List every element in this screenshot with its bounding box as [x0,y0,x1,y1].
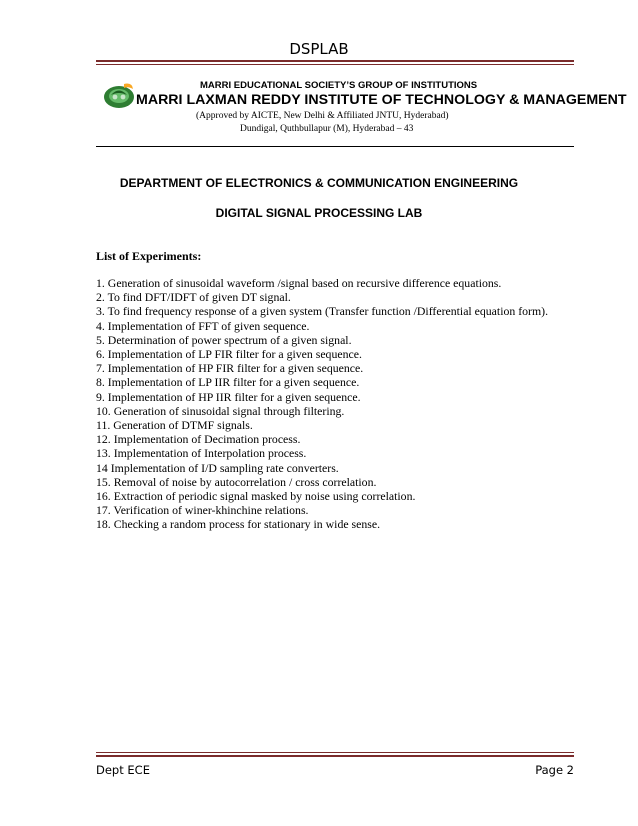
list-item: 11. Generation of DTMF signals. [96,418,253,433]
department-title: DEPARTMENT OF ELECTRONICS & COMMUNICATION ENGINEERING [119,176,519,190]
list-item: 2. To find DFT/IDFT of given DT signal. [96,290,291,305]
list-item: 16. Extraction of periodic signal masked by noise using correlation. [96,489,416,504]
institute-name: MARRI LAXMAN REDDY INSTITUTE OF TECHNOLOGY & MANAGEMENT [136,92,627,108]
lab-title: DIGITAL SIGNAL PROCESSING LAB [215,206,423,220]
list-item: 4. Implementation of FFT of given sequence. [96,318,310,333]
list-item: 17. Verification of winer-khinchine relations. [96,503,309,518]
header-rule-thin [96,64,574,65]
list-item: 10. Generation of sinusoidal signal through filtering. [96,403,345,418]
society-name: MARRI EDUCATIONAL SOCIETY’S GROUP OF INSTITUTIONS [200,80,478,91]
list-item: 5. Determination of power spectrum of a given signal. [96,332,352,347]
list-item: 9. Implementation of HP IIR filter for a given sequence. [96,389,361,404]
footer-rule-thick [96,755,574,757]
list-item: 13. Implementation of Interpolation process. [96,446,307,461]
footer-rule-thin [96,752,574,753]
list-item: 1. Generation of sinusoidal waveform /signal based on recursive difference equations. [96,276,502,290]
list-item: 14 Implementation of I/D sampling rate converters. [96,460,339,475]
list-item: 15. Removal of noise by autocorrelation / cross correlation. [96,474,377,489]
address-line: Dundigal, Quthbullapur (M), Hyderabad – 43 [240,124,414,134]
list-item: 3. To find frequency response of a given system (Transfer function /Differential equation form). [96,304,549,319]
list-item: 18. Checking a random process for stationary in wide sense. [96,517,381,532]
running-header-title: DSPLAB [289,40,349,58]
approval-line: (Approved by AICTE, New Delhi & Affiliated JNTU, Hyderabad) [196,111,449,121]
list-item: 8. Implementation of LP IIR filter for a given sequence. [96,375,360,390]
footer-department: Dept ECE [96,763,150,777]
list-item: 6. Implementation of LP FIR filter for a given sequence. [96,347,362,362]
experiments-heading: List of Experiments: [96,249,202,263]
list-item: 7. Implementation of HP FIR filter for a given sequence. [96,361,364,376]
institute-divider [96,146,574,147]
footer-page-number: Page 2 [535,763,574,777]
institute-logo-icon [102,80,136,110]
header-rule-thick [96,60,574,62]
list-item: 12. Implementation of Decimation process. [96,432,301,447]
experiments-list [96,276,556,532]
